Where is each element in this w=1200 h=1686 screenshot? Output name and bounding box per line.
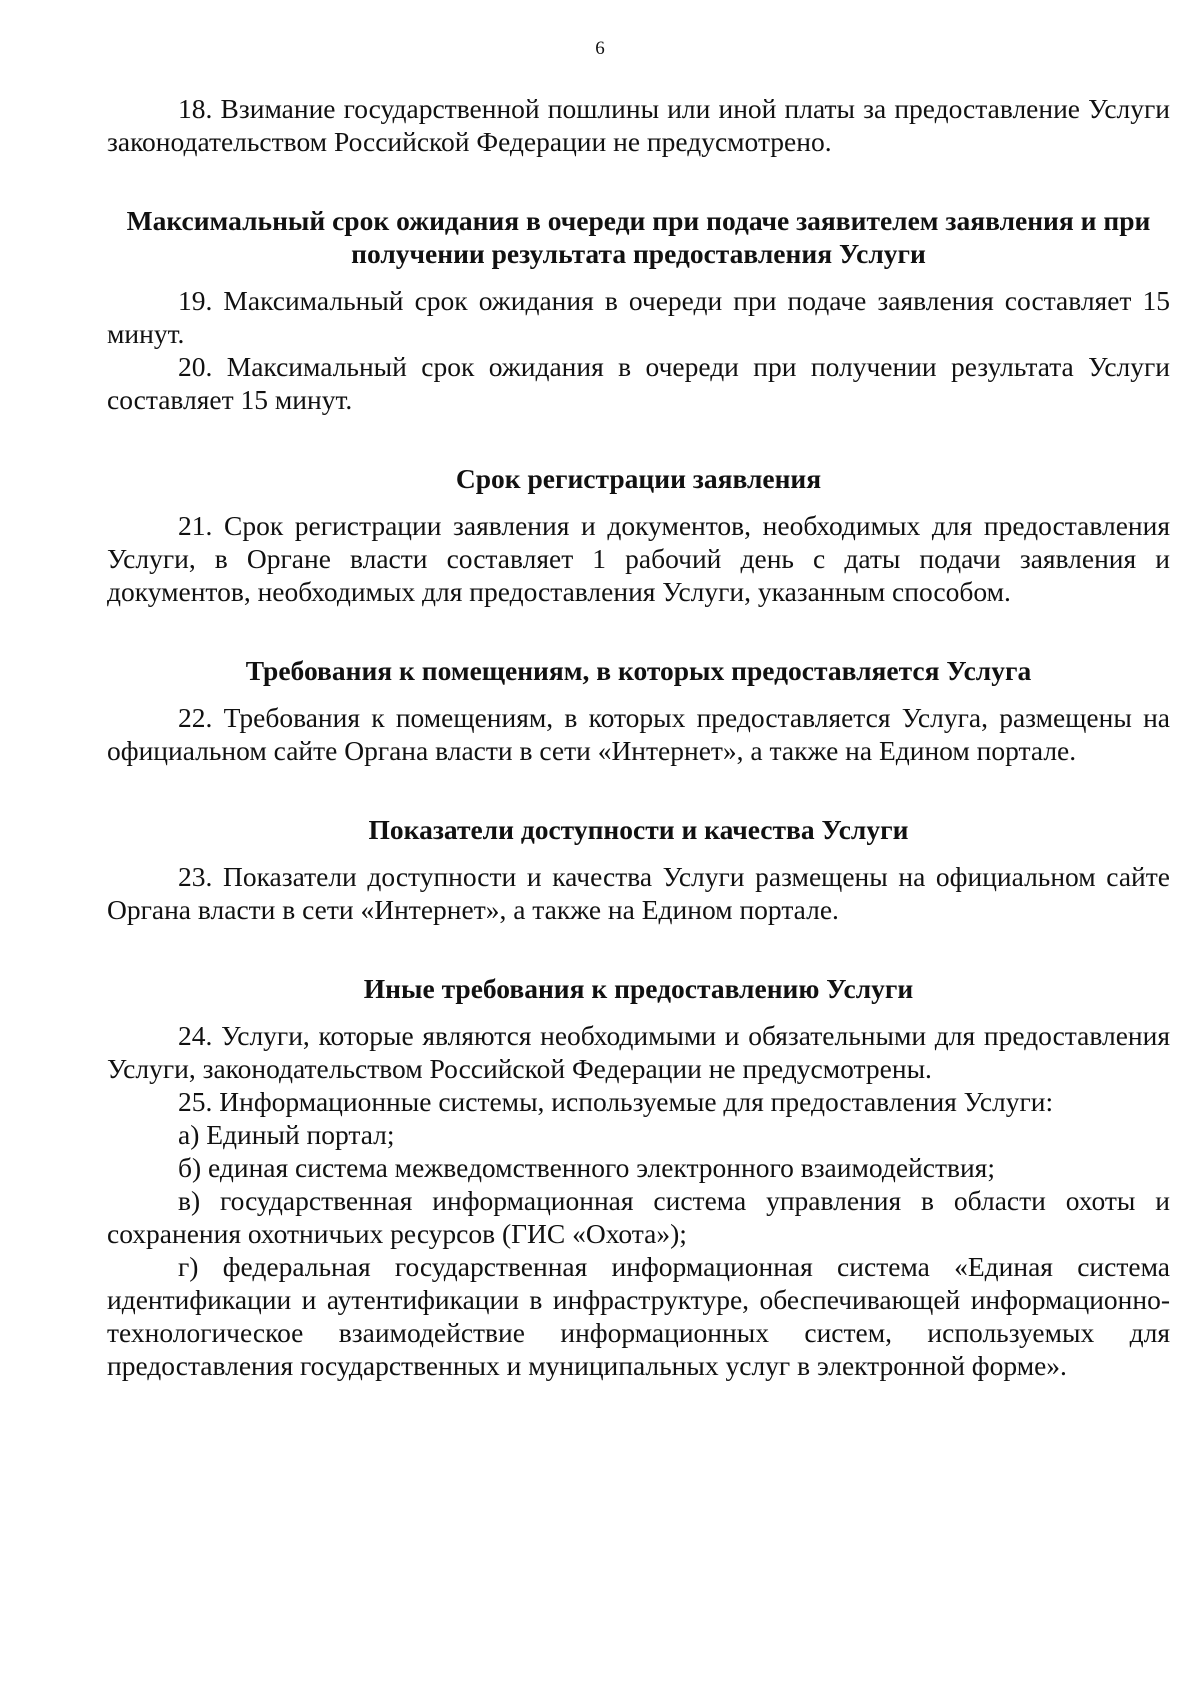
paragraph-21: 21. Срок регистрации заявления и документов, необходимых для предоставления Услуги, в Органе власти составляет 1 рабочий день с даты подачи заявления и документов, необходимых для предоставления Услуги, указанным способом. bbox=[107, 510, 1170, 607]
heading-accessibility-quality: Показатели доступности и качества Услуги bbox=[368, 814, 909, 845]
heading-max-wait-time: Максимальный срок ожидания в очереди при подаче заявителем заявления и при получении результата предоставления Услуги bbox=[126, 205, 1151, 269]
document-body bbox=[107, 92, 1170, 1382]
list-item-25g: г) федеральная государственная информационная система «Единая система идентификации и аутентификации в инфраструктуре, обеспечивающей информационно-технологическое взаимодействие информационных систем, используемых для предоставления государственных и муниципальных услуг в электронной форме». bbox=[107, 1251, 1170, 1381]
paragraph-19: 19. Максимальный срок ожидания в очереди при подаче заявления составляет 15 минут. bbox=[107, 285, 1170, 349]
paragraph-23: 23. Показатели доступности и качества Услуги размещены на официальном сайте Органа власти в сети «Интернет», а также на Едином портале. bbox=[107, 861, 1170, 925]
paragraph-20: 20. Максимальный срок ожидания в очереди при получении результата Услуги составляет 15 минут. bbox=[107, 351, 1170, 415]
paragraph-24: 24. Услуги, которые являются необходимыми и обязательными для предоставления Услуги, законодательством Российской Федерации не предусмотрены. bbox=[107, 1020, 1170, 1084]
list-item-25b: б) единая система межведомственного электронного взаимодействия; bbox=[178, 1152, 995, 1183]
heading-premises-requirements: Требования к помещениям, в которых предоставляется Услуга bbox=[245, 655, 1032, 686]
paragraph-25: 25. Информационные системы, используемые для предоставления Услуги: bbox=[178, 1086, 1054, 1117]
paragraph-22: 22. Требования к помещениям, в которых предоставляется Услуга, размещены на официальном сайте Органа власти в сети «Интернет», а также на Едином портале. bbox=[107, 702, 1170, 766]
page-number: 6 bbox=[595, 38, 605, 59]
paragraph-18: 18. Взимание государственной пошлины или иной платы за предоставление Услуги законодательством Российской Федерации не предусмотрено. bbox=[107, 93, 1170, 157]
list-item-25v: в) государственная информационная система управления в области охоты и сохранения охотничьих ресурсов (ГИС «Охота»); bbox=[107, 1185, 1170, 1249]
heading-registration-term: Срок регистрации заявления bbox=[455, 463, 822, 494]
list-item-25a: а) Единый портал; bbox=[178, 1119, 395, 1150]
heading-other-requirements: Иные требования к предоставлению Услуги bbox=[363, 973, 914, 1004]
